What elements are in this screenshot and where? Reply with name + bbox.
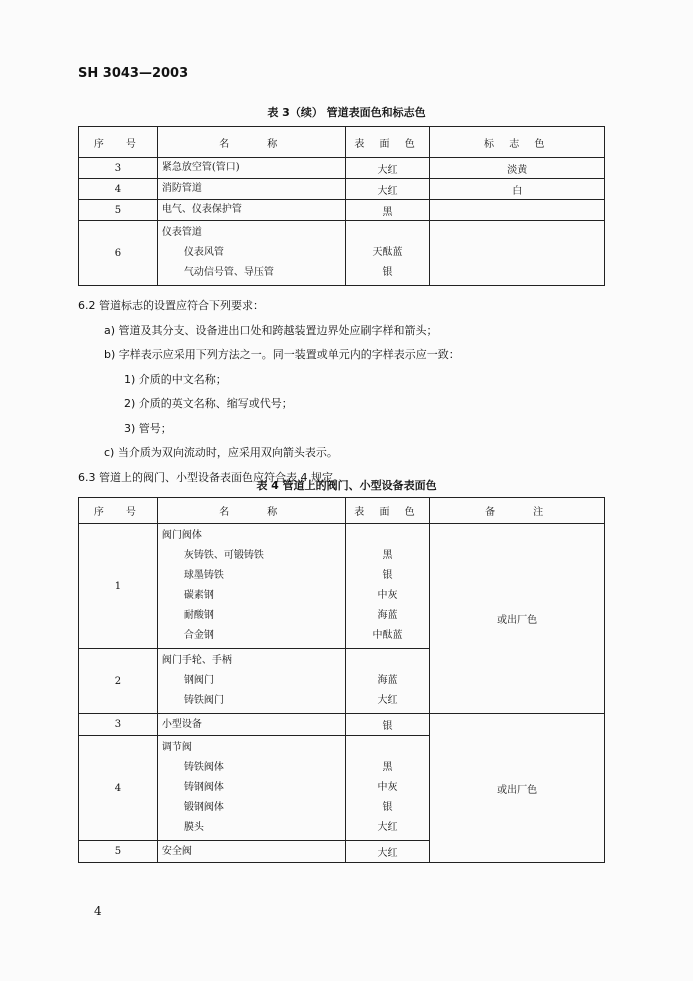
cell-name: 阀门手轮、手柄 钢阀门 铸铁阀门 bbox=[157, 649, 345, 714]
cell-surface: 天酞蓝 银 bbox=[345, 221, 430, 286]
cell-name: 仪表管道 仪表风管 气动信号管、导压管 bbox=[157, 221, 345, 286]
cell-name: 电气、仪表保护管 bbox=[157, 200, 345, 221]
th-name: 名 称 bbox=[157, 498, 345, 524]
section-6-2-heading: 6.2 管道标志的设置应符合下列要求： bbox=[78, 299, 264, 312]
table3-header-row bbox=[79, 127, 605, 158]
cell-surface: 大红 bbox=[345, 841, 430, 863]
cell-no: 2 bbox=[79, 649, 158, 714]
cell-surface: 海蓝 大红 bbox=[345, 649, 430, 714]
cell-mark bbox=[430, 221, 605, 286]
clause-b1: 1) 介质的中文名称； bbox=[124, 373, 227, 386]
document-header: SH 3043—2003 bbox=[78, 66, 189, 81]
cell-surface: 大红 bbox=[345, 158, 430, 179]
th-mark: 标 志 色 bbox=[430, 127, 605, 158]
cell-name: 紧急放空管(管口) bbox=[157, 158, 345, 179]
cell-no: 3 bbox=[79, 158, 158, 179]
cell-note: 或出厂色 bbox=[430, 714, 605, 863]
cell-name: 小型设备 bbox=[157, 714, 345, 736]
th-surface: 表 面 色 bbox=[345, 127, 430, 158]
cell-mark: 白 bbox=[430, 179, 605, 200]
clause-b3: 3) 管号； bbox=[124, 422, 172, 435]
table4 bbox=[78, 497, 605, 863]
cell-name: 安全阀 bbox=[157, 841, 345, 863]
cell-no: 5 bbox=[79, 841, 158, 863]
cell-name: 消防管道 bbox=[157, 179, 345, 200]
cell-surface: 黑 中灰 银 大红 bbox=[345, 736, 430, 841]
cell-no: 1 bbox=[79, 524, 158, 649]
table-row bbox=[79, 524, 605, 649]
table-row bbox=[79, 714, 605, 736]
cell-no: 4 bbox=[79, 736, 158, 841]
cell-no: 6 bbox=[79, 221, 158, 286]
cell-name: 阀门阀体 灰铸铁、可锻铸铁 球墨铸铁 碳素钢 耐酸钢 合金钢 bbox=[157, 524, 345, 649]
table-row bbox=[79, 179, 605, 200]
clause-b2: 2) 介质的英文名称、缩写或代号； bbox=[124, 397, 293, 410]
cell-name: 调节阀 铸铁阀体 铸钢阀体 锻钢阀体 膜头 bbox=[157, 736, 345, 841]
cell-surface: 银 bbox=[345, 714, 430, 736]
th-no: 序 号 bbox=[79, 127, 158, 158]
th-no: 序 号 bbox=[79, 498, 158, 524]
clause-b: b) 字样表示应采用下列方法之一。同一装置或单元内的字样表示应一致： bbox=[104, 348, 460, 361]
table4-caption: 表 4 管道上的阀门、小型设备表面色 bbox=[256, 479, 437, 492]
table3-caption: 表 3（续） 管道表面色和标志色 bbox=[267, 106, 426, 119]
cell-mark: 淡黄 bbox=[430, 158, 605, 179]
table3 bbox=[78, 126, 605, 286]
cell-mark bbox=[430, 200, 605, 221]
table-row bbox=[79, 221, 605, 286]
table-row bbox=[79, 158, 605, 179]
clause-c: c) 当介质为双向流动时，应采用双向箭头表示。 bbox=[104, 446, 338, 459]
table-row bbox=[79, 200, 605, 221]
cell-surface: 黑 bbox=[345, 200, 430, 221]
cell-surface: 黑 银 中灰 海蓝 中酞蓝 bbox=[345, 524, 430, 649]
table4-header-row bbox=[79, 498, 605, 524]
cell-note: 或出厂色 bbox=[430, 524, 605, 714]
cell-surface: 大红 bbox=[345, 179, 430, 200]
th-note: 备 注 bbox=[430, 498, 605, 524]
page-number: 4 bbox=[94, 904, 102, 918]
cell-no: 4 bbox=[79, 179, 158, 200]
th-surface: 表 面 色 bbox=[345, 498, 430, 524]
cell-no: 5 bbox=[79, 200, 158, 221]
clause-a: a) 管道及其分支、设备进出口处和跨越装置边界处应刷字样和箭头； bbox=[104, 324, 438, 337]
cell-no: 3 bbox=[79, 714, 158, 736]
th-name: 名 称 bbox=[157, 127, 345, 158]
section-6-3: 6.3 管道上的阀门、小型设备表面色应符合表 4 规定。 bbox=[78, 471, 344, 484]
